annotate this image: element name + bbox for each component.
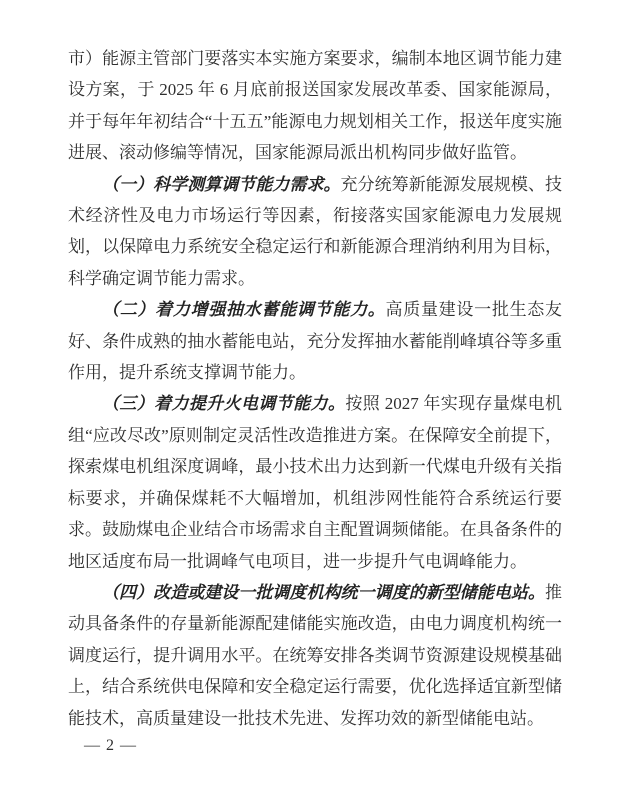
clause-2-text: 高质量建设一批生态友好、条件成熟的抽水蓄能电站，充分发挥抽水蓄能削峰填谷等多重作用，提升系统支撑调节能力。 — [68, 300, 563, 383]
paragraph-clause-3 — [68, 388, 562, 576]
clause-4-text: 推动具备条件的存量新能源配建储能实施改造，由电力调度机构统一调度运行，提升调用水平。在统筹安排各类调节资源建设规模基础上，结合系统供电保障和安全稳定运行需要，优化选择适宜新型储能技术，高质量建设一批技术先进、发挥功效的新型储能电站。 — [68, 582, 562, 728]
document-body — [68, 43, 562, 734]
paragraph-clause-2 — [68, 294, 562, 388]
clause-3-heading: （三）着力提升火电调节能力。 — [102, 394, 346, 414]
clause-3-text: 按照 2027 年实现存量煤电机组“应改尽改”原则制定灵活性改造推进方案。在保障安全前提下，探索煤电机组深度调峰，最小技术出力达到新一代煤电升级有关指标要求，并确保煤耗不大幅增加，机组涉网性能符合系统运行要求。鼓励煤电企业结合市场需求自主配置调频储能。在具备条件的地区适度布局一批调峰气电项目，进一步提升气电调峰能力。 — [68, 394, 563, 571]
clause-1-text: 充分统筹新能源发展规模、技术经济性及电力市场运行等因素，衔接落实国家能源电力发展规划，以保障电力系统安全稳定运行和新能源合理消纳利用为目标，科学确定调节能力需求。 — [68, 174, 563, 288]
clause-4-heading: （四）改造或建设一批调度机构统一调度的新型储能电站。 — [102, 582, 545, 602]
clause-1-heading: （一）科学测算调节能力需求。 — [102, 174, 341, 194]
page-number: — 2 — — [84, 737, 137, 754]
paragraph-clause-4 — [68, 577, 562, 734]
paragraph-text: 市）能源主管部门要落实本实施方案要求，编制本地区调节能力建设方案，于 2025 年 6 月底前报送国家发展改革委、国家能源局，并于每年年初结合“十五五”能源电力规划相关工作，报送年度实施进展、滚动修编等情况，国家能源局派出机构同步做好监管。 — [68, 49, 562, 163]
paragraph-clause-1 — [68, 169, 562, 295]
paragraph-continuation — [68, 43, 562, 169]
clause-2-heading: （二）着力增强抽水蓄能调节能力。 — [102, 300, 386, 320]
